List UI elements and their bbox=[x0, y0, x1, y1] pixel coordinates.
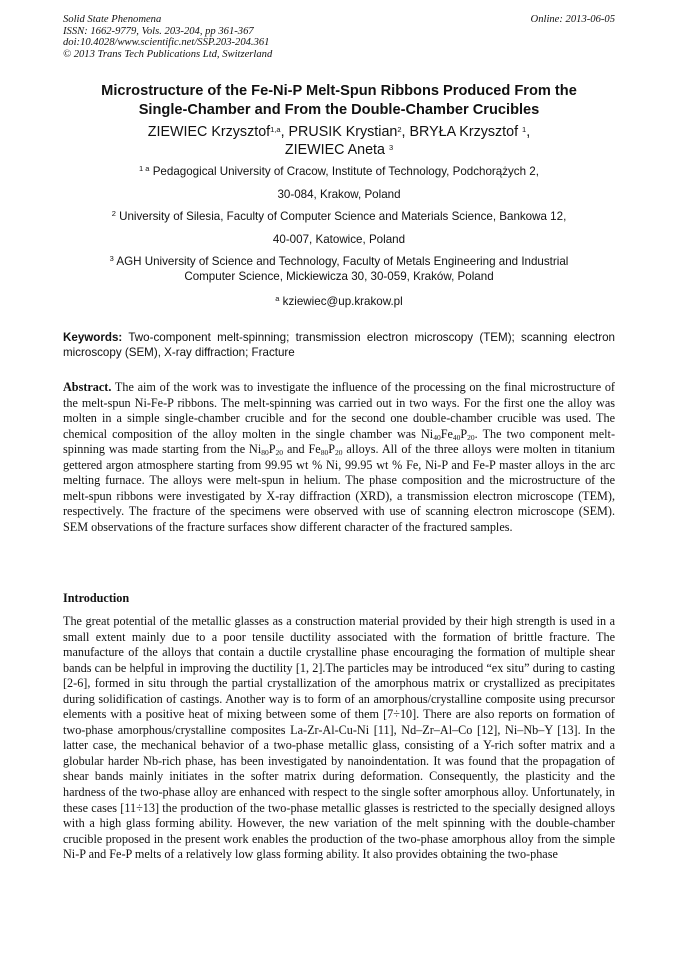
abstract-fe: Fe bbox=[440, 426, 453, 441]
doi-line: doi:10.4028/www.scientific.net/SSP.203-204.361 bbox=[63, 37, 270, 48]
abstract-text-3: and Fe bbox=[283, 442, 321, 456]
keywords-text: Two-component melt-spinning; transmission electron microscopy (TEM); scanning electron microscopy (SEM), X-ray diffraction; Fracture bbox=[63, 331, 615, 359]
email-address: kziewiec@up.krakow.pl bbox=[279, 295, 403, 308]
affiliation-3-line-1: AGH University of Science and Technology, Faculty of Metals Engineering and Industrial bbox=[113, 255, 569, 268]
affiliation-2-sup: 2 bbox=[111, 209, 116, 218]
author-2: , PRUSIK Krystian bbox=[280, 124, 398, 140]
affiliation-3 bbox=[63, 254, 615, 284]
email-sup: a bbox=[275, 294, 280, 303]
author-2-sup: 2 bbox=[397, 125, 402, 134]
sub-p20-a: 20 bbox=[467, 432, 475, 442]
author-4-sup: 3 bbox=[388, 143, 394, 152]
abstract-text-2: . The two component melt-spinning was made starting from the Ni bbox=[63, 426, 616, 456]
abstract-text-4: alloys. All of the three alloys were molten in titanium gettered argon atmosphere starting from 99.95 wt % Ni, 99.95 wt % Fe, Ni-P and Fe-P master alloys in the arc melting furnace. The alloys were melt-spun in helium. The phase composition and the microstructure of the melt-spun ribbons were investigated by X-ray diffraction (XRD), a transmission electron microscope (TEM), respectively. The fracture of the specimens were observed with use of scanning electron microscope (SEM). SEM observations of the fracture surfaces show different character of the fractured samples. bbox=[63, 442, 615, 534]
issn-line: ISSN: 1662-9779, Vols. 203-204, pp 361-367 bbox=[63, 25, 254, 37]
email-line bbox=[63, 294, 615, 309]
affiliation-2-line-2: 40-007, Katowice, Poland bbox=[272, 233, 406, 246]
sub-ni40: 40 bbox=[433, 432, 441, 442]
sub-fe80: 80 bbox=[320, 448, 329, 457]
section-heading-introduction: Introduction bbox=[63, 591, 130, 605]
affiliation-1-line-1: Pedagogical University of Cracow, Institute of Technology, Podchorążych 2, bbox=[152, 165, 539, 178]
affiliation-2 bbox=[63, 209, 615, 247]
keywords-label: Keywords: bbox=[63, 331, 123, 344]
sub-p20-c: 20 bbox=[334, 448, 343, 457]
journal-name: Solid State Phenomena bbox=[63, 14, 162, 25]
author-1: ZIEWIEC Krzysztof bbox=[147, 124, 271, 140]
title-line-2: Single-Chamber and From the Double-Chamber Crucibles bbox=[138, 102, 540, 118]
affiliation-2-line-1: University of Silesia, Faculty of Computer Science and Materials Science, Bankowa 12, bbox=[115, 210, 567, 223]
abstract-text-1: The aim of the work was to investigate the influence of the processing on the final microstructure of the melt-spun Ni-Fe-P ribbons. The melt-spinning was carried out in two ways. For the first one the alloy was molten in a simple single-chamber crucible and for the second one double-chamber crucible was used. The chemical composition of the alloy molten in the single chamber was Ni bbox=[63, 380, 615, 441]
abstract-p-c: P bbox=[328, 442, 335, 456]
affiliation-3-sup: 3 bbox=[109, 254, 114, 263]
author-separator: , bbox=[526, 124, 531, 140]
abstract-p: P bbox=[460, 426, 468, 441]
affiliation-1-line-2: 30-084, Krakow, Poland bbox=[277, 188, 401, 201]
author-1-sup: 1,a bbox=[270, 125, 281, 134]
author-3-sup: 1 bbox=[522, 125, 527, 134]
author-3: , BRYŁA Krzysztof bbox=[401, 124, 523, 140]
journal-header bbox=[63, 14, 272, 60]
abstract-p-b: P bbox=[268, 442, 276, 456]
introduction-text: The great potential of the metallic glasses as a construction material provided by their high strength is used in a small extent mainly due to a poor tensile ductility associated with the formation of brittle fracture. The manufacture of the alloys that contain a ductile crystalline phase encouraging the formation of multiple shear bands can be helpful in improving the ductility [1, 2].The particles may be introduced “ex situ” during to casting [2-6], formed in situ through the partial crystallization of the amorphous matrix or crystallized as precipitates during solidification of castings. Another way is to form of an amorphous/crystalline composite using precursor elements with a positive heat of mixing between some of them [7÷10]. There are also reports on formation of two-phase amorphous/crystalline composites La-Zr-Al-Cu-Ni [11], Nd–Zr–Al–Co [12], Ni–Nb–Y [13]. In the latter case, the mechanical behavior of a two-phase metallic glass, consisting of a Y-rich softer matrix and a globular harder Nb-rich phase, has been investigated by nanoindentation. It was found that the propagation of shear bands mainly initiates in the softer matrix during deformation. Consequently, the plasticity and the hardness of the two-phase alloy are enhanced with respect to the single softer amorphous alloy. Unfortunately, in these cases [11÷13] the production of the two-phase metallic glasses is restricted to the specially designed alloys with a high glass forming ability. However, the new variation of the melt spinning with the double-chamber crucible proposed in the present work enables the production of the two-phase amorphous alloy from the simple Ni-P and Fe-P melts of a relatively low glass forming ability. It also provides obtaining the two-phase bbox=[63, 614, 615, 862]
abstract-label: Abstract. bbox=[63, 380, 112, 394]
author-list bbox=[50, 123, 628, 159]
affiliation-3-line-2: Computer Science, Mickiewicza 30, 30-059, Kraków, Poland bbox=[184, 270, 494, 283]
affiliation-1 bbox=[63, 164, 615, 202]
abstract bbox=[63, 380, 615, 535]
sub-p20-b: 20 bbox=[275, 448, 284, 457]
online-date: Online: 2013-06-05 bbox=[530, 14, 615, 25]
sub-ni80: 80 bbox=[261, 448, 269, 457]
title-line-1: Microstructure of the Fe-Ni-P Melt-Spun Ribbons Produced From the bbox=[101, 83, 577, 99]
paper-title bbox=[50, 82, 628, 120]
affiliation-1-sup: 1 a bbox=[139, 164, 150, 173]
sub-fe40: 40 bbox=[452, 432, 461, 442]
copyright-line: © 2013 Trans Tech Publications Ltd, Switzerland bbox=[63, 48, 273, 60]
author-4: ZIEWIEC Aneta bbox=[284, 142, 389, 158]
keywords bbox=[63, 330, 615, 360]
